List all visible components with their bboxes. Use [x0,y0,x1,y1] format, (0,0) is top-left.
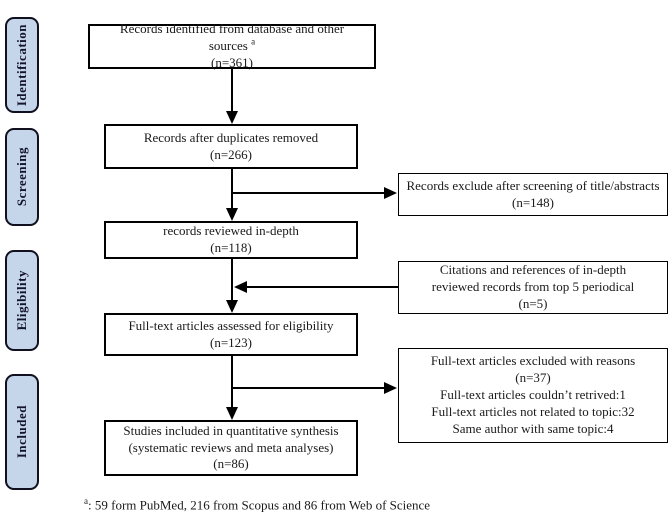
stage-eligibility [5,250,39,351]
box-included-synthesis-line1: Studies included in quantitative synthesis [123,422,339,438]
box-excluded-fulltext [398,348,668,443]
footnote-marker: a [251,36,256,47]
arrow-citations-to-mainflow [234,281,398,293]
footnote-text: : 59 form PubMed, 216 from Scopus and 86 from Web of Science [88,497,431,513]
stage-screening [5,128,39,226]
box-excluded-fulltext-reason1: Full-text articles couldn’t retrived:1 [440,387,626,403]
box-citations-line1: Citations and references of in-depth [439,262,627,278]
footnote-sup: a [84,496,88,506]
box-excluded-screening [398,173,668,216]
box-citations-line2: reviewed records from top 5 periodical [431,279,635,295]
stage-eligibility-label: Eligibility [14,270,29,331]
arrow-reviewed-to-fulltext [226,259,238,313]
stage-included [5,374,39,490]
arrow-branch-to-excluded-screening [232,187,397,199]
stage-screening-label: Screening [14,147,29,207]
box-records-identified-count: (n=361) [211,54,253,70]
box-included-synthesis [104,420,358,476]
box-citations-references [398,261,668,314]
box-included-synthesis-count: (n=86) [213,456,249,472]
arrow-fulltext-to-included [226,356,238,420]
box-citations-count: (n=5) [518,295,548,311]
box-included-synthesis-line2: (systematic reviews and meta analyses) [128,439,334,455]
box-fulltext-assessed-line1: Full-text articles assessed for eligibility [128,317,334,333]
box-excluded-screening-line1: Records exclude after screening of title/abstracts [406,177,660,193]
box-excluded-fulltext-count: (n=37) [515,370,551,386]
footnote [84,496,430,513]
box-excluded-fulltext-reason3: Same author with same topic:4 [452,420,614,436]
box-excluded-fulltext-reason2: Full-text articles not related to topic:32 [431,403,635,419]
box-reviewed-indepth-count: (n=118) [210,240,252,255]
box-duplicates-removed-line1: Records after duplicates removed [143,129,319,145]
stage-identification [5,17,39,113]
box-duplicates-removed-count: (n=266) [210,146,252,162]
box-excluded-fulltext-line1: Full-text articles excluded with reasons [430,353,636,369]
arrow-identified-to-duplicates [226,69,238,124]
box-records-identified-line1: Records identified from database and other sources $^a$ [119,21,345,54]
stage-identification-label: Identification [14,23,29,107]
box-duplicates-removed [104,124,358,169]
box-reviewed-indepth-line1: records reviewed in-depth [163,223,299,239]
arrow-duplicates-to-reviewed [226,169,238,221]
box-excluded-screening-count: (n=148) [512,194,554,210]
box-fulltext-assessed [104,313,358,356]
box-records-identified [88,21,376,70]
box-reviewed-indepth [104,221,358,259]
arrow-branch-to-excluded-fulltext [232,382,397,394]
stage-included-label: Included [14,405,29,459]
box-fulltext-assessed-count: (n=123) [210,334,252,350]
